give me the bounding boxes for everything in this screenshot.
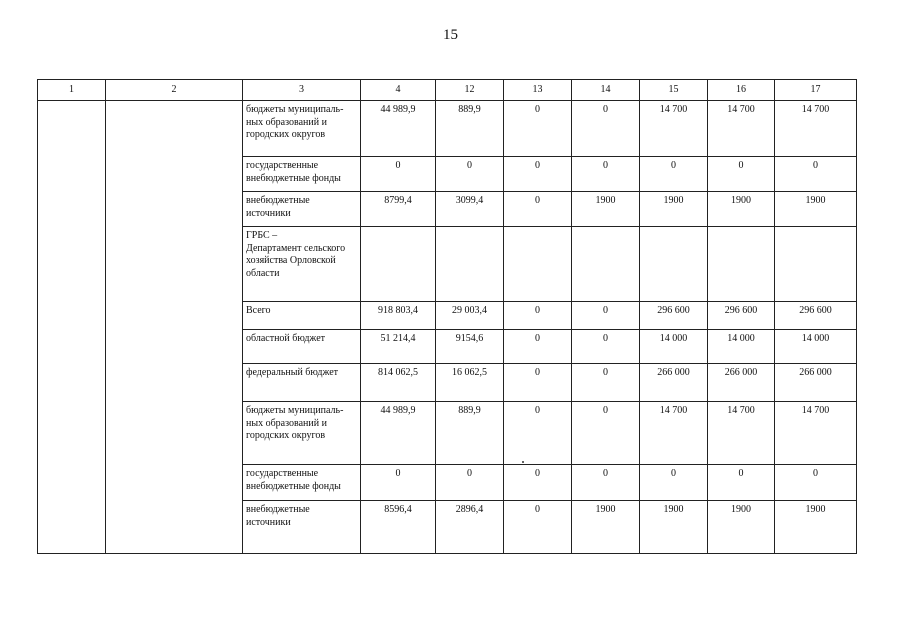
row-label: бюджеты муниципаль- ных образований и городских округов [243, 101, 361, 157]
row-label: внебюджетные источники [243, 192, 361, 227]
row-label: бюджеты муниципаль- ных образований и городских округов [243, 402, 361, 465]
value-cell-col-4: 44 989,9 [361, 402, 436, 465]
value-cell-col-16: 14 700 [708, 402, 775, 465]
value-cell-col-12: 889,9 [436, 402, 504, 465]
column-header-3: 3 [243, 80, 361, 101]
value-cell-col-17: 296 600 [775, 302, 857, 330]
column-header-6: 13 [504, 80, 572, 101]
page-number: 15 [443, 27, 458, 43]
value-cell-col-12 [436, 227, 504, 302]
column-header-10: 17 [775, 80, 857, 101]
value-cell-col-4: 0 [361, 157, 436, 192]
value-cell-col-16: 0 [708, 157, 775, 192]
value-cell-col-15: 1900 [640, 501, 708, 554]
value-cell-col-16: 1900 [708, 192, 775, 227]
value-cell-col-14: 0 [572, 465, 640, 501]
column-header-5: 12 [436, 80, 504, 101]
column-header-8: 15 [640, 80, 708, 101]
row-label: Всего [243, 302, 361, 330]
value-cell-col-14: 1900 [572, 501, 640, 554]
value-cell-col-14: 1900 [572, 192, 640, 227]
value-cell-col-4: 814 062,5 [361, 364, 436, 402]
value-cell-col-16 [708, 227, 775, 302]
value-cell-col-13 [504, 227, 572, 302]
table-row [38, 101, 857, 157]
value-cell-col-13: 0 [504, 157, 572, 192]
value-cell-col-12: 889,9 [436, 101, 504, 157]
row-label: государственные внебюджетные фонды [243, 465, 361, 501]
value-cell-col-17: 1900 [775, 192, 857, 227]
row-label: областной бюджет [243, 330, 361, 364]
value-cell-col-14: 0 [572, 364, 640, 402]
value-cell-col-16: 296 600 [708, 302, 775, 330]
column-header-1: 1 [38, 80, 106, 101]
value-cell-col-13: 0 [504, 192, 572, 227]
value-cell-col-13: 0 [504, 101, 572, 157]
value-cell-col-15: 266 000 [640, 364, 708, 402]
value-cell-col-14: 0 [572, 101, 640, 157]
budget-table [37, 79, 857, 554]
value-cell-col-4: 44 989,9 [361, 101, 436, 157]
value-cell-col-15: 0 [640, 157, 708, 192]
column-header-2: 2 [106, 80, 243, 101]
value-cell-col-15: 14 700 [640, 101, 708, 157]
value-cell-col-17: 14 000 [775, 330, 857, 364]
value-cell-col-13: 0 [504, 302, 572, 330]
value-cell-col-4: 0 [361, 465, 436, 501]
value-cell-col-12: 2896,4 [436, 501, 504, 554]
value-cell-col-15: 0 [640, 465, 708, 501]
value-cell-col-16: 14 000 [708, 330, 775, 364]
value-cell-col-15: 14 000 [640, 330, 708, 364]
value-cell-col-16: 266 000 [708, 364, 775, 402]
value-cell-col-15: 14 700 [640, 402, 708, 465]
value-cell-col-16: 0 [708, 465, 775, 501]
value-cell-col-17: 14 700 [775, 101, 857, 157]
value-cell-col-15: 296 600 [640, 302, 708, 330]
value-cell-col-4 [361, 227, 436, 302]
value-cell-col-12: 29 003,4 [436, 302, 504, 330]
value-cell-col-13: 0 [504, 402, 572, 465]
column-header-7: 14 [572, 80, 640, 101]
value-cell-col-14: 0 [572, 330, 640, 364]
value-cell-col-13: 0 [504, 330, 572, 364]
value-cell-col-12: 0 [436, 465, 504, 501]
value-cell-col-14: 0 [572, 302, 640, 330]
table-body [38, 101, 857, 554]
value-cell-col-13: 0 [504, 465, 572, 501]
merged-cell-col-1 [38, 101, 106, 554]
column-header-9: 16 [708, 80, 775, 101]
value-cell-col-15: 1900 [640, 192, 708, 227]
merged-cell-col-2 [106, 101, 243, 554]
value-cell-col-13: 0 [504, 501, 572, 554]
value-cell-col-4: 51 214,4 [361, 330, 436, 364]
value-cell-col-17: 14 700 [775, 402, 857, 465]
value-cell-col-14: 0 [572, 402, 640, 465]
row-label: ГРБС – Департамент сельского хозяйства Орловской области [243, 227, 361, 302]
header-row [38, 80, 857, 101]
value-cell-col-17: 0 [775, 465, 857, 501]
value-cell-col-13: 0 [504, 364, 572, 402]
value-cell-col-16: 14 700 [708, 101, 775, 157]
scan-artifact-dot [522, 461, 524, 463]
value-cell-col-15 [640, 227, 708, 302]
row-label: государственные внебюджетные фонды [243, 157, 361, 192]
row-label: федеральный бюджет [243, 364, 361, 402]
value-cell-col-14: 0 [572, 157, 640, 192]
value-cell-col-17 [775, 227, 857, 302]
value-cell-col-12: 0 [436, 157, 504, 192]
value-cell-col-17: 0 [775, 157, 857, 192]
value-cell-col-4: 918 803,4 [361, 302, 436, 330]
value-cell-col-17: 1900 [775, 501, 857, 554]
value-cell-col-12: 9154,6 [436, 330, 504, 364]
value-cell-col-4: 8596,4 [361, 501, 436, 554]
value-cell-col-4: 8799,4 [361, 192, 436, 227]
column-header-4: 4 [361, 80, 436, 101]
value-cell-col-16: 1900 [708, 501, 775, 554]
value-cell-col-17: 266 000 [775, 364, 857, 402]
value-cell-col-14 [572, 227, 640, 302]
row-label: внебюджетные источники [243, 501, 361, 554]
value-cell-col-12: 3099,4 [436, 192, 504, 227]
value-cell-col-12: 16 062,5 [436, 364, 504, 402]
